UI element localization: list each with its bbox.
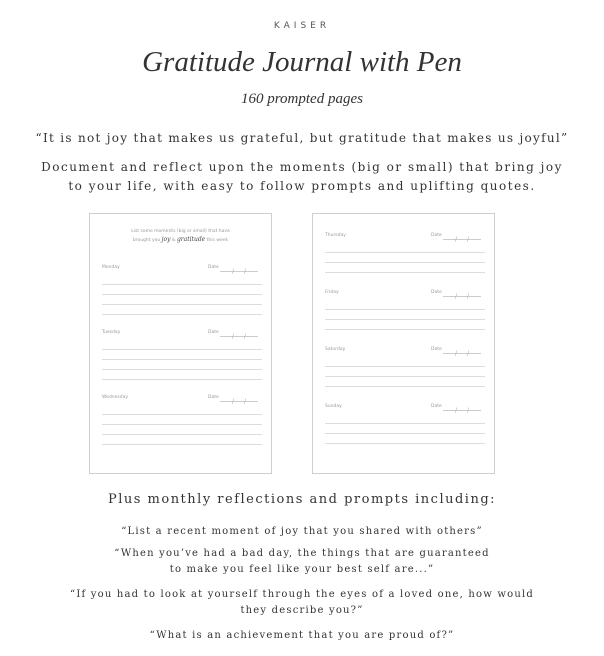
day-section-monday: [102, 265, 262, 315]
date-field[interactable]: / /: [220, 336, 258, 337]
writing-line[interactable]: [325, 263, 485, 273]
writing-line[interactable]: [325, 414, 485, 424]
date-field[interactable]: / /: [220, 271, 258, 272]
writing-line[interactable]: [102, 415, 262, 425]
day-label: Thursday: [325, 233, 346, 238]
writing-line[interactable]: [325, 434, 485, 444]
date-field[interactable]: / /: [443, 353, 481, 354]
writing-line[interactable]: [325, 300, 485, 310]
featured-quote: “It is not joy that makes us grateful, but gratitude that makes us joyful”: [35, 131, 569, 145]
writing-line[interactable]: [102, 370, 262, 380]
day-section-friday: [325, 290, 485, 330]
prompt-text: this week: [206, 238, 229, 243]
day-section-saturday: [325, 347, 485, 387]
writing-line[interactable]: [325, 424, 485, 434]
date-field[interactable]: / /: [220, 401, 258, 402]
day-section-sunday: [325, 404, 485, 444]
date-label: Date: [431, 290, 442, 295]
weekly-prompt: [90, 228, 271, 245]
date-label: Date: [431, 404, 442, 409]
date-label: Date: [208, 395, 219, 400]
writing-line[interactable]: [325, 320, 485, 330]
writing-line[interactable]: [102, 435, 262, 445]
day-section-tuesday: [102, 330, 262, 380]
writing-line[interactable]: [325, 377, 485, 387]
writing-line[interactable]: [102, 425, 262, 435]
page-title: Gratitude Journal with Pen: [142, 46, 462, 78]
date-field[interactable]: / /: [443, 239, 481, 240]
date-label: Date: [431, 233, 442, 238]
prompt-quote: “What is an achievement that you are proud of?”: [149, 630, 455, 641]
plus-heading: Plus monthly reflections and prompts including:: [107, 492, 497, 507]
writing-line[interactable]: [325, 253, 485, 263]
date-label: Date: [208, 265, 219, 270]
writing-line[interactable]: [102, 295, 262, 305]
prompt-quote-line: “When you’ve had a bad day, the things that are guaranteed: [114, 548, 490, 559]
day-label: Saturday: [325, 347, 346, 352]
prompt-quote: [0, 546, 604, 578]
writing-line[interactable]: [325, 357, 485, 367]
writing-line[interactable]: [102, 285, 262, 295]
journal-page-left: [89, 213, 272, 474]
day-label: Sunday: [325, 404, 342, 409]
prompt-joy-word: joy: [161, 236, 171, 243]
writing-line[interactable]: [102, 305, 262, 315]
date-label: Date: [431, 347, 442, 352]
day-section-thursday: [325, 233, 485, 273]
day-label: Wednesday: [102, 395, 129, 400]
description-line: to your life, with easy to follow prompts and uplifting quotes.: [68, 179, 536, 193]
prompt-text: &: [171, 238, 176, 243]
prompt-quote: [0, 587, 604, 619]
day-label: Monday: [102, 265, 120, 270]
day-label: Tuesday: [102, 330, 121, 335]
writing-line[interactable]: [102, 275, 262, 285]
writing-line[interactable]: [102, 360, 262, 370]
writing-line[interactable]: [325, 310, 485, 320]
page-subtitle: 160 prompted pages: [241, 91, 363, 107]
brand-name: KAISER: [273, 21, 331, 31]
prompt-line: [90, 236, 271, 245]
date-label: Date: [208, 330, 219, 335]
prompt-quote-line: they describe you?”: [240, 605, 364, 616]
prompt-quote-line: to make you feel like your best self are...”: [169, 564, 435, 575]
prompt-text: brought you: [132, 238, 161, 243]
prompt-quote: “List a recent moment of joy that you shared with others”: [121, 526, 483, 537]
day-label: Friday: [325, 290, 339, 295]
date-field[interactable]: / /: [443, 296, 481, 297]
writing-line[interactable]: [325, 243, 485, 253]
description-line: Document and reflect upon the moments (big or small) that bring joy: [41, 160, 563, 174]
day-section-wednesday: [102, 395, 262, 445]
writing-line[interactable]: [102, 340, 262, 350]
writing-line[interactable]: [325, 367, 485, 377]
writing-line[interactable]: [102, 405, 262, 415]
prompt-gratitude-word: gratitude: [176, 236, 206, 243]
prompt-quote-line: “If you had to look at yourself through the eyes of a loved one, how would: [70, 589, 534, 600]
description: [0, 158, 604, 196]
date-field[interactable]: / /: [443, 410, 481, 411]
journal-page-right: [312, 213, 495, 474]
writing-line[interactable]: [102, 350, 262, 360]
prompt-line: List some moments (big or small) that have: [131, 229, 230, 234]
